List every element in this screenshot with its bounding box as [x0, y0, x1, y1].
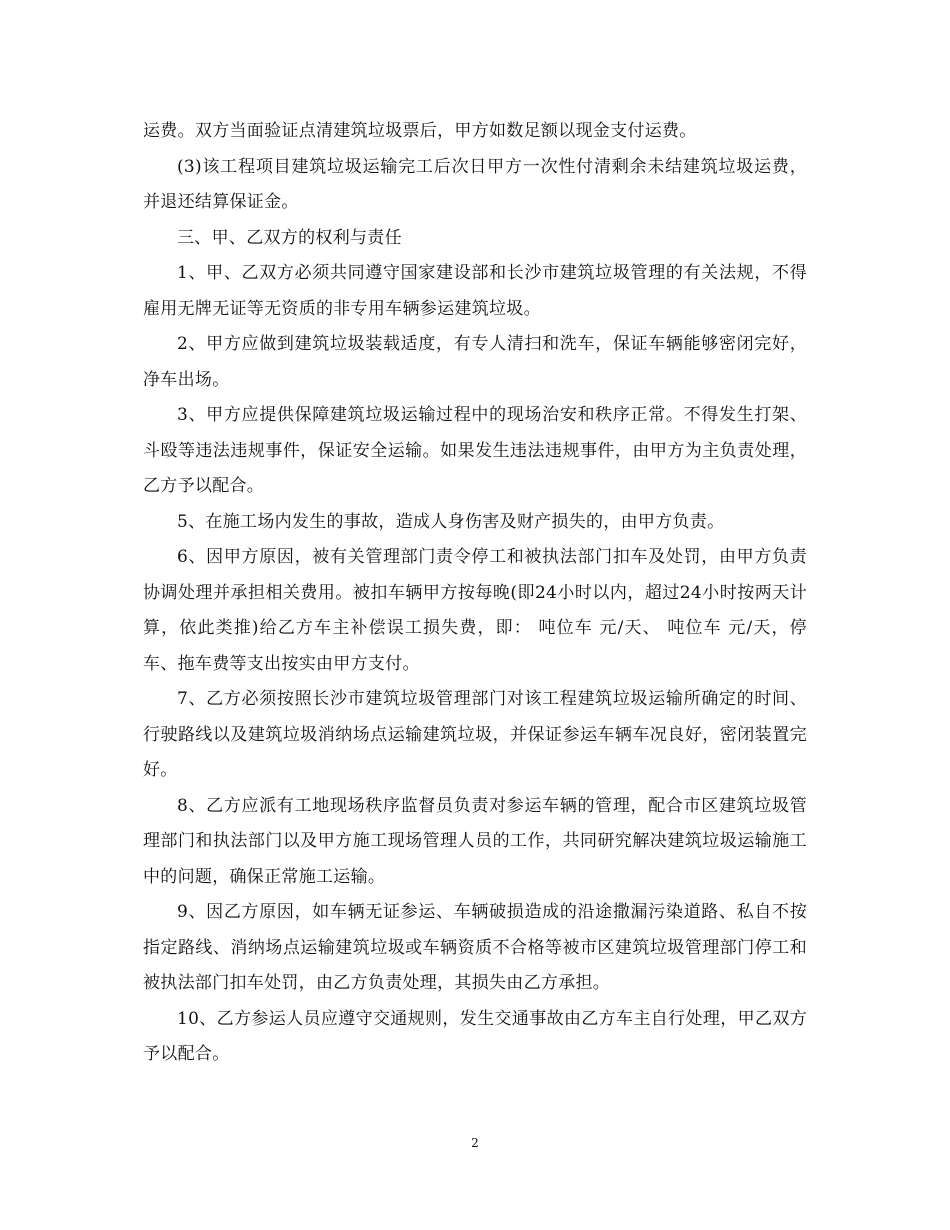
- document-body: [143, 114, 807, 1073]
- paragraph-freight-payment: 运费。双方当面验证点清建筑垃圾票后，甲方如数足额以现金支付运费。: [143, 121, 697, 141]
- paragraph-clause-6: 6、因甲方原因，被有关管理部门责令停工和被执法部门扣车及处罚，由甲方负责协调处理并承担相关费用。被扣车辆甲方按每晚(即24小时以内，超过24小时按两天计算，依此类推)给乙方车主补偿误工损失费，即： 吨位车 元/天、 吨位车 元/天，停车、拖车费等支出按实由甲方支付。: [143, 547, 807, 674]
- section-heading-rights-responsibilities: 三、甲、乙双方的权利与责任: [177, 227, 402, 248]
- paragraph-clause-10: 10、乙方参运人员应遵守交通规则，发生交通事故由乙方车主自行处理，甲乙双方予以配合。: [143, 1008, 807, 1064]
- paragraph-clause-8: 8、乙方应派有工地现场秩序监督员负责对参运车辆的管理，配合市区建筑垃圾管理部门和执法部门以及甲方施工现场管理人员的工作，共同研究解决建筑垃圾运输施工中的问题，确保正常施工运输。: [143, 795, 807, 887]
- paragraph-clause-5: 5、在施工场内发生的事故，造成人身伤害及财产损失的，由甲方负责。: [177, 511, 725, 532]
- paragraph-item-3-settlement: (3)该工程项目建筑垃圾运输完工后次日甲方一次性付清剩余未结建筑垃圾运费，并退还结算保证金。: [143, 156, 807, 212]
- paragraph-clause-3: 3、甲方应提供保障建筑垃圾运输过程中的现场治安和秩序正常。不得发生打架、斗殴等违法违规事件，保证安全运输。如果发生违法违规事件，由甲方为主负责处理，乙方予以配合。: [143, 405, 807, 496]
- paragraph-clause-7: 7、乙方必须按照长沙市建筑垃圾管理部门对该工程建筑垃圾运输所确定的时间、行驶路线以及建筑垃圾消纳场点运输建筑垃圾，并保证参运车辆车况良好，密闭装置完好。: [143, 689, 807, 780]
- paragraph-clause-2: 2、甲方应做到建筑垃圾装载适度，有专人清扫和洗车，保证车辆能够密闭完好，净车出场。: [143, 334, 807, 390]
- paragraph-clause-1: 1、甲、乙双方必须共同遵守国家建设部和长沙市建筑垃圾管理的有关法规，不得雇用无牌无证等无资质的非专用车辆参运建筑垃圾。: [143, 263, 807, 319]
- paragraph-clause-9: 9、因乙方原因，如车辆无证参运、车辆破损造成的沿途撒漏污染道路、私自不按指定路线、消纳场点运输建筑垃圾或车辆资质不合格等被市区建筑垃圾管理部门停工和被执法部门扣车处罚，由乙方负责处理，其损失由乙方承担。: [143, 902, 807, 993]
- page-number: 2: [471, 1136, 479, 1150]
